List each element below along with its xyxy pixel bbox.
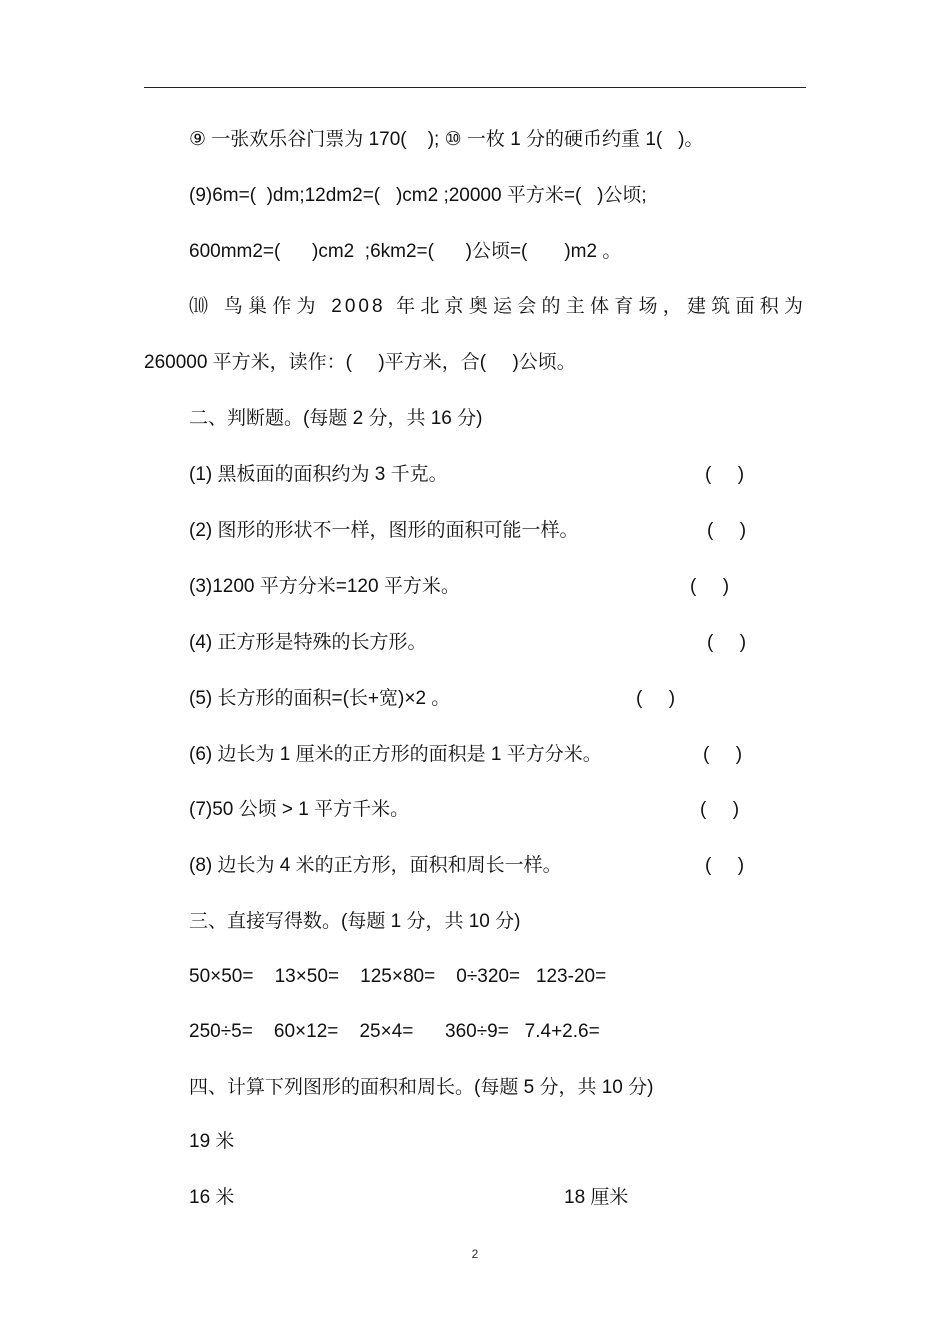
question-10-bird-nest: ⑽ 鸟巢作为 2008 年北京奥运会的主体育场，建筑面积为	[189, 296, 806, 317]
answer-blank-8: ( )	[705, 855, 745, 876]
section-judge-heading: 二、判断题。(每题 2 分，共 16 分)	[189, 408, 483, 429]
judge-item-3: (3)1200 平方分米=120 平方米。	[189, 576, 460, 597]
figure-label-18cm: 18 厘米	[564, 1187, 629, 1208]
answer-blank-1: ( )	[705, 464, 745, 485]
judge-item-7: (7)50 公顷 > 1 平方千米。	[189, 799, 410, 820]
question-9-10: ⑨ 一张欢乐谷门票为 170( ); ⑩ 一枚 1 分的硬币约重 1( )。	[189, 129, 704, 150]
section-calc-heading: 三、直接写得数。(每题 1 分，共 10 分)	[189, 911, 521, 932]
figure-label-19m: 19 米	[189, 1131, 235, 1152]
judge-item-8: (8) 边长为 4 米的正方形，面积和周长一样。	[189, 855, 562, 876]
answer-blank-7: ( )	[700, 799, 740, 820]
judge-item-4: (4) 正方形是特殊的长方形。	[189, 632, 427, 653]
question-10-bird-nest-cont: 260000 平方米，读作：( )平方米，合( )公顷。	[144, 352, 576, 373]
question-9-unit-conversion-cont: 600mm2=( )cm2 ;6km2=( )公顷=( )m2 。	[189, 241, 622, 262]
question-9-unit-conversion: (9)6m=( )dm;12dm2=( )cm2 ;20000 平方米=( )公顷;	[189, 185, 647, 206]
answer-blank-4: ( )	[707, 632, 747, 653]
answer-blank-5: ( )	[636, 688, 676, 709]
judge-item-6: (6) 边长为 1 厘米的正方形的面积是 1 平方分米。	[189, 744, 602, 765]
header-rule	[144, 87, 806, 88]
judge-item-1: (1) 黑板面的面积约为 3 千克。	[189, 464, 448, 485]
answer-blank-3: ( )	[690, 576, 730, 597]
calc-row-2: 250÷5= 60×12= 25×4= 360÷9= 7.4+2.6=	[189, 1021, 600, 1042]
judge-item-2: (2) 图形的形状不一样，图形的面积可能一样。	[189, 520, 579, 541]
answer-blank-2: ( )	[707, 520, 747, 541]
answer-blank-6: ( )	[703, 744, 743, 765]
section-area-heading: 四、计算下列图形的面积和周长。(每题 5 分，共 10 分)	[189, 1077, 654, 1098]
judge-item-5: (5) 长方形的面积=(长+宽)×2 。	[189, 688, 451, 709]
calc-row-1: 50×50= 13×50= 125×80= 0÷320= 123-20=	[189, 966, 607, 987]
page-number: 2	[471, 1247, 479, 1261]
figure-label-16m: 16 米	[189, 1187, 235, 1208]
